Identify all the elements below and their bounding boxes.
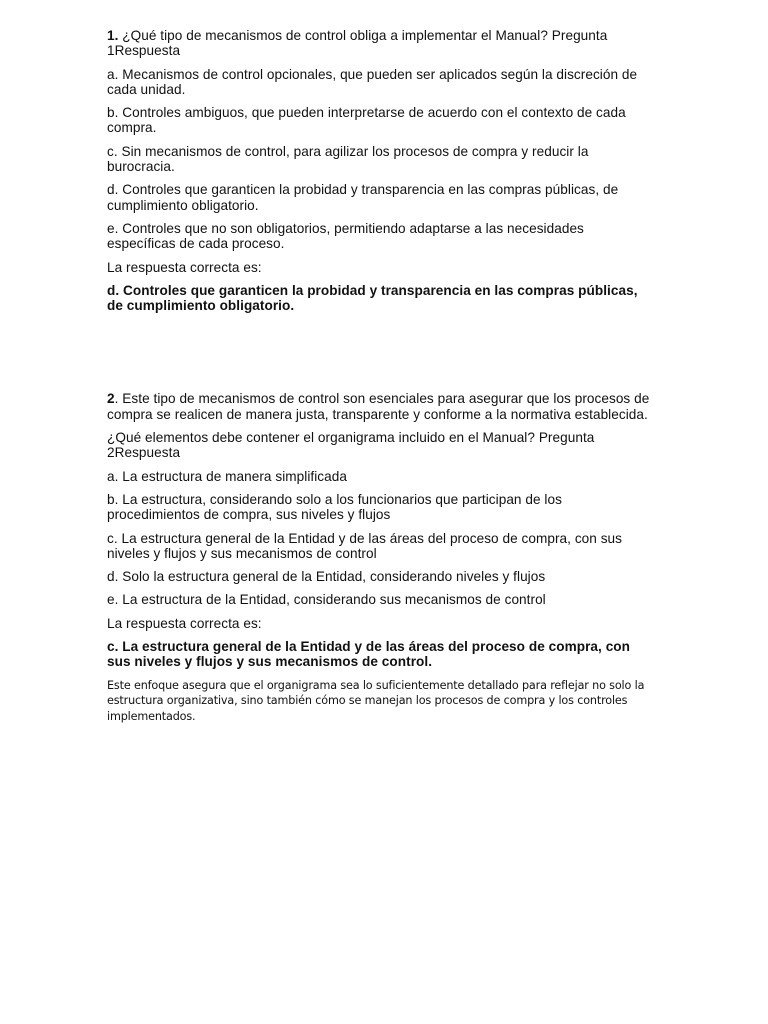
- q2-option-a: a. La estructura de manera simplificada: [107, 468, 347, 484]
- q2-option-e: e. La estructura de la Entidad, considerando sus mecanismos de control: [107, 592, 546, 608]
- q2-note: Este enfoque asegura que el organigrama sea lo suficientemente detallado para reflejar no solo la estructura organizativa, sino también cómo se manejan los procesos de compra y los controles implementados.: [107, 678, 645, 723]
- q1-option-b: b. Controles ambiguos, que pueden interpretarse de acuerdo con el contexto de cada compra.: [107, 105, 626, 136]
- q2-answer: c. La estructura general de la Entidad y de las áreas del proceso de compra, con sus niveles y flujos y sus mecanismos de control.: [107, 639, 631, 670]
- q1-option-c: c. Sin mecanismos de control, para agilizar los procesos de compra y reducir la burocracia.: [107, 143, 589, 175]
- q2-number: 2: [107, 391, 115, 407]
- q1-option-d: d. Controles que garanticen la probidad y transparencia en las compras públicas, de cumplimiento obligatorio.: [107, 182, 619, 213]
- q1-option-e: e. Controles que no son obligatorios, permitiendo adaptarse a las necesidades específicas de cada proceso.: [107, 220, 584, 252]
- document-page: [107, 28, 653, 724]
- q2-option-b: b. La estructura, considerando solo a los funcionarios que participan de los procedimientos de compra, sus niveles y flujos: [107, 491, 562, 523]
- q1-answer: d. Controles que garanticen la probidad y transparencia en las compras públicas, de cumplimiento obligatorio.: [107, 282, 638, 314]
- q2-question: ¿Qué elementos debe contener el organigrama incluido en el Manual? Pregunta 2Respuesta: [107, 430, 595, 461]
- q1-answer-intro: La respuesta correcta es:: [107, 259, 262, 275]
- q2-answer-intro: La respuesta correcta es:: [107, 615, 262, 631]
- q1-option-a: a. Mecanismos de control opcionales, que pueden ser aplicados según la discreción de cada unidad.: [107, 66, 638, 97]
- q2-preamble: [107, 391, 653, 422]
- q1-number: 1.: [107, 28, 119, 43]
- q2-preamble-text: . Este tipo de mecanismos de control son esenciales para asegurar que los procesos de compra se realicen de manera justa, transparente y conforme a la normativa establecida.: [107, 391, 650, 422]
- q2-option-d: d. Solo la estructura general de la Entidad, considerando niveles y flujos: [107, 569, 546, 585]
- q2-option-c: c. La estructura general de la Entidad y de las áreas del proceso de compra, con sus niveles y flujos y sus mecanismos de control: [107, 530, 623, 561]
- q1-question-text: ¿Qué tipo de mecanismos de control obliga a implementar el Manual? Pregunta 1Respuesta: [107, 28, 608, 59]
- q1-question: [107, 28, 653, 59]
